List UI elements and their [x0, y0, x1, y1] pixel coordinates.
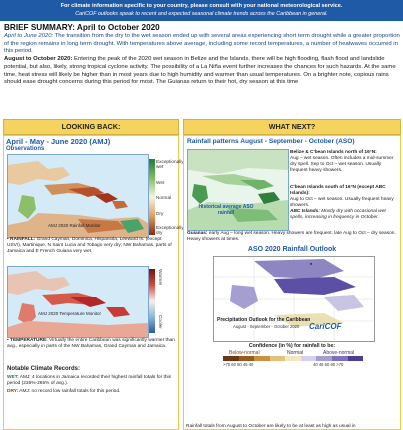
rain-map-caption: AMJ 2020 Rainfall Monitor — [48, 223, 101, 228]
historical-aso-map — [187, 149, 289, 231]
records-dry — [7, 389, 175, 395]
historical-map-svg — [188, 150, 288, 230]
brief-paragraph-1 — [4, 33, 400, 56]
legend-exceptionally-wet: Exceptionally wet — [156, 159, 184, 169]
conf-ticks-below: >70 60 50 45 40 — [223, 362, 254, 367]
looking-back-column — [3, 119, 184, 430]
rainfall-footer-text: Rainfall totals from August to October are likely to be at least as high as usual in — [186, 424, 356, 429]
legend-warmer: Warmer — [158, 269, 163, 286]
what-next-column — [183, 119, 401, 430]
rainfall-note: • RAINFALL: Grand Cayman, Dominica, Hispaniola, Leeward Is. (except USVI), Martinique, N Saint Lucia and Tobago very dry; NW Bahamas, parts of Jamaica and E French Guiana very wet. — [7, 237, 172, 254]
records-wet — [7, 375, 175, 387]
temperature-map-svg — [8, 267, 148, 337]
precip-title: Precipitation Outlook for the Caribbean — [217, 317, 311, 323]
rainfall-legend-scale — [149, 159, 155, 235]
temperature-legend-scale — [149, 269, 155, 333]
south-note — [290, 185, 398, 209]
records-wet-body: AMJ: 4 locations in Jamaica recorded their highest rainfall totals for this period (235%-265% of avg.). — [7, 375, 171, 386]
guianas-note-body: early Aug – long wet season. Heavy showers are frequent. late Aug to Oct – dry season. Heavy showers at times. — [187, 231, 396, 242]
outlook-title: ASO 2020 Rainfall Outlook — [247, 246, 337, 253]
legend-wet: Wet — [156, 180, 165, 185]
south-note-body: Aug to Oct – wet season. Usually frequent heavy showers. — [290, 197, 394, 208]
banner-line-1: For climate information specific to your country, please consult with your national meteorological service. — [60, 3, 343, 9]
abc-note — [290, 209, 398, 221]
brief-p1-lead: April to June 2020: — [4, 33, 54, 39]
rainfall-note-lead: RAINFALL: — [10, 237, 36, 242]
abc-note-body: Mostly dry with occasional wet spells, increasing in frequency in October. — [290, 209, 386, 220]
legend-exceptionally-dry: Exceptionally dry — [156, 225, 184, 235]
rainfall-note-body: Grand Cayman, Dominica, Hispaniola, Leeward Is. (except USVI), Martinique, N Saint Lucia and Tobago very dry; NW Bahamas, parts of Jamaica and E French Guiana very wet. — [7, 237, 172, 254]
amj-title: April - May - June 2020 (AMJ) — [6, 137, 111, 146]
caricof-logo: CariCOF — [309, 322, 342, 331]
confidence-color-bar — [223, 356, 363, 361]
conf-ticks-above: 40 45 50 60 >70 — [313, 362, 344, 367]
records-dry-lead: DRY: — [7, 389, 19, 394]
records-dry-body: AMJ: no record low rainfall totals for this period. — [18, 389, 121, 394]
temperature-note-lead: TEMPERATURE: — [10, 338, 48, 343]
legend-cooler: Cooler — [158, 315, 163, 329]
conf-below-label: Below-normal — [229, 350, 260, 356]
amj-subtitle: Observations — [6, 146, 45, 152]
aso-outlook-map — [213, 256, 375, 342]
belize-note-head: Belize & C'bean Islands north of 16°N: — [290, 150, 377, 155]
records-title: Notable Climate Records: — [7, 366, 81, 372]
legend-dry: Dry — [156, 211, 164, 216]
confidence-title: Confidence (in %) for rainfall to be: — [248, 343, 336, 349]
historical-caption: Historical average ASO rainfall — [198, 204, 254, 216]
belize-note — [290, 150, 398, 174]
temperature-note: • TEMPERATURE: Virtually the entire Caribbean was significantly warmer than avg., especially in parts of the NW Bahamas, Grand Cayman and Jamaica. — [7, 338, 175, 349]
brief-title: BRIEF SUMMARY: April to October 2020 — [4, 23, 160, 32]
banner-line-2: CariCOF outlooks speak to recent and expected seasonal climate trends across the Caribbean in general. — [75, 11, 328, 17]
top-banner — [0, 0, 403, 21]
records-wet-lead: WET: — [7, 375, 19, 380]
legend-normal: Normal — [156, 195, 172, 200]
brief-p2-lead: August to October 2020: — [4, 56, 73, 63]
brief-p1-body: The transition from the dry to the wet season ended up with several areas experiencing short term drought while a greater proportion of the region remains in long term drought. With temperatures above average, including some record temperatures, a number of heatwaves occurred in this period. — [4, 33, 400, 55]
guianas-note — [187, 231, 397, 243]
brief-p2-body: Entering the peak of the 2020 wet season in Belize and the Islands, there will be high flooding, flash flood and landslide potential, but also, likely, strong tropical cyclone activity. The possibility of a La Niña event further increases the chances for such hazards. At the same time, heat stress will likely be higher than in most years due to high humidity and warmer than usual temperatures. On a brighter note, copious rains should ease drought concerns during this period for most. The Guianas return to their hot, dry season at this time — [4, 56, 396, 86]
temperature-note-body: Virtually the entire Caribbean was significantly warmer than avg., especially in parts of the NW Bahamas, Grand Cayman and Jamaica. — [7, 338, 175, 349]
south-note-head: C'bean Islands south of 16°N (except ABC Islands): — [290, 185, 386, 196]
looking-back-header: LOOKING BACK: — [3, 119, 179, 135]
guianas-note-head: Guianas: — [187, 231, 208, 236]
temp-map-caption: AMJ 2020 Temperature Monitor — [38, 311, 101, 316]
rainfall-monitor-map — [7, 154, 149, 238]
temperature-monitor-map — [7, 266, 149, 338]
aso-title: Rainfall patterns August - September - October (ASO) — [187, 138, 355, 145]
abc-note-head: ABC Islands: — [290, 209, 320, 214]
what-next-header: WHAT NEXT? — [183, 119, 401, 135]
conf-normal-label: Normal — [287, 350, 304, 356]
brief-paragraph-2 — [4, 56, 400, 87]
rainfall-map-svg — [8, 155, 148, 237]
precip-subtitle: August - September - October 2020 — [233, 324, 300, 329]
brief-summary — [4, 22, 400, 87]
conf-above-label: Above-normal — [323, 350, 355, 356]
svg-text:■: ■ — [310, 262, 313, 266]
belize-note-body: Aug – wet season. Often includes a mid-summer dry spell. Sep to Oct – wet season. Usually frequent heavy showers. — [290, 156, 394, 173]
